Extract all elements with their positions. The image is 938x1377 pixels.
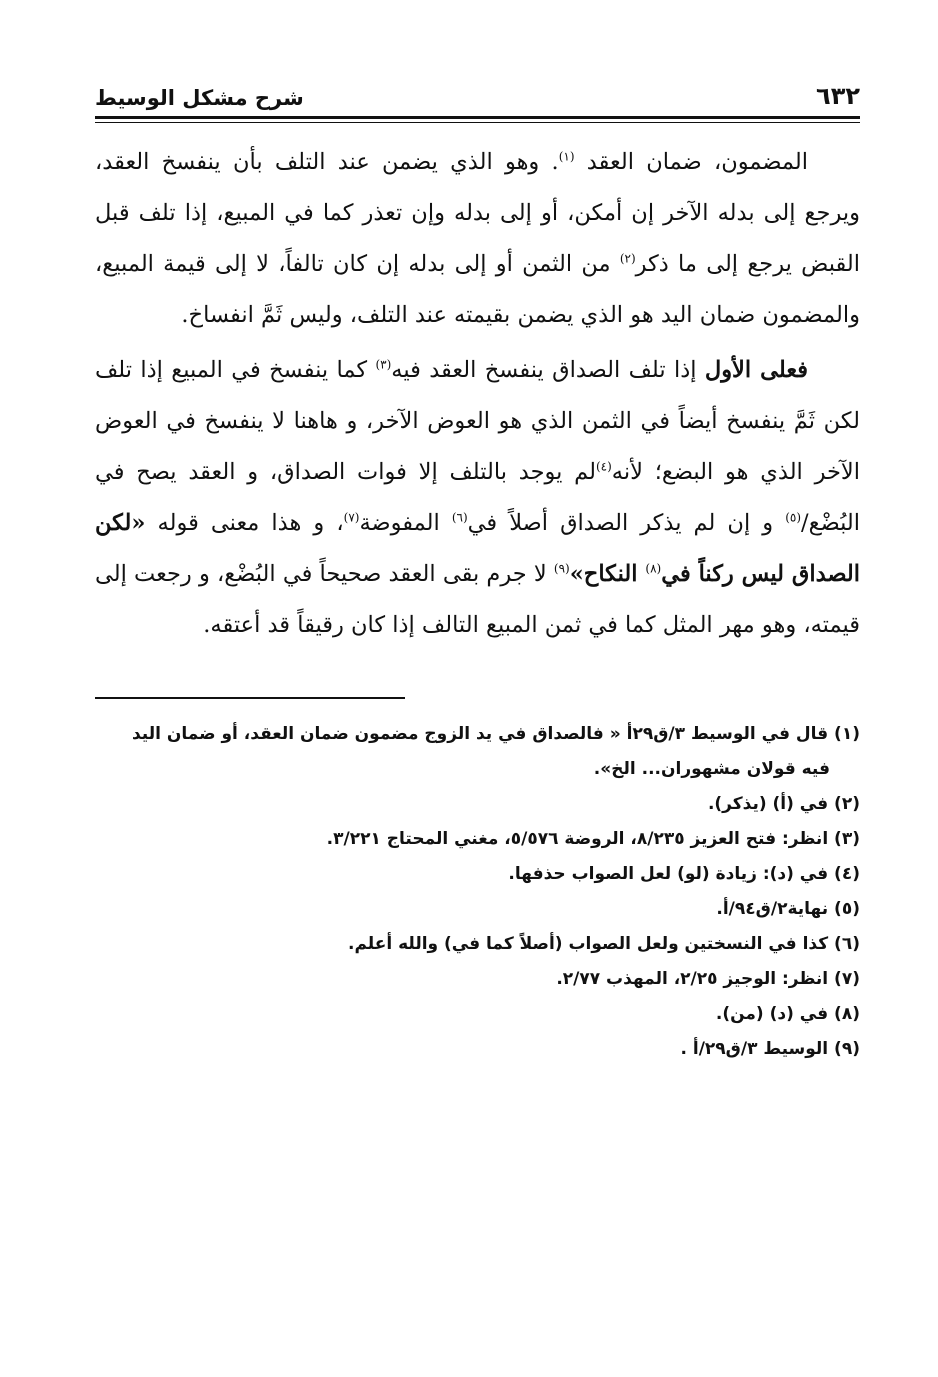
main-text — [95, 137, 860, 651]
text-segment: لا جرم بقى العقد صحيحاً في البُضْع، و رجعت إلى قيمته، وهو مهر المثل كما في ثمن المبيع التالف إذا كان رقيقاً قد أعتقه. — [95, 561, 860, 638]
footnote-text: (٣) انظر: فتح العزيز ٨/٢٣٥، الروضة ٥/٥٧٦، مغني المحتاج ٣/٢٢١. — [326, 828, 860, 849]
footnote-4 — [95, 857, 860, 892]
footnote-text: (٢) في (أ) (يذكر). — [707, 793, 860, 814]
footnote-text: (٨) في (د) (من). — [715, 1003, 860, 1024]
text-segment: كما ينفسخ في المبيع إذا تلف لكن ثَمَّ ينفسخ أيضاً في الثمن الذي هو العوض الآخر، و هاهنا لا ينفسخ في العوض الآخر الذي هو البضع؛ لأنه — [95, 357, 860, 485]
footnote-3 — [95, 822, 860, 857]
footnote-7 — [95, 962, 860, 997]
footnote-ref-4[interactable]: (٤) — [595, 459, 612, 474]
quoted-text: النكاح» — [569, 561, 646, 587]
text-segment: المفوضة — [359, 510, 452, 536]
footnote-text: (٦) كذا في النسختين ولعل الصواب (أصلاً كما في) والله أعلم. — [347, 933, 860, 954]
footnote-text: (١) قال في الوسيط ٣/ق٢٩أ « فالصداق في يد الزوج مضمون ضمان العقد، أو ضمان اليد — [131, 723, 860, 744]
text-segment: و إن لم يذكر الصداق أصلاً في — [467, 510, 786, 536]
footnote-text: (٧) انظر: الوجيز ٢/٢٥، المهذب ٢/٧٧. — [556, 968, 860, 989]
header-rule-thick — [95, 116, 860, 119]
footnote-ref-7[interactable]: (٧) — [343, 510, 360, 525]
paragraph-1 — [95, 137, 860, 341]
text-segment: لم يوجد بالتلف إلا فوات الصداق، و العقد يصح في البُضْع/ — [95, 459, 860, 536]
running-head — [95, 70, 860, 110]
text-segment: ، و هذا معنى قوله — [145, 510, 344, 536]
footnote-8 — [95, 997, 860, 1032]
text-segment: . وهو الذي يضمن عند التلف بأن ينفسخ العقد، ويرجع إلى بدله الآخر إن أمكن، أو إلى بدله وإن تعذر كما في المبيع، إذا تلف قبل القبض يرجع إلى ما ذكر — [95, 149, 860, 277]
footnote-ref-3[interactable]: (٣) — [375, 357, 392, 372]
footnote-ref-9[interactable]: (٩) — [553, 561, 570, 576]
footnote-1 — [95, 717, 860, 787]
footnote-continuation: فيه قولان مشهوران... الخ». — [593, 758, 830, 779]
footnote-ref-5[interactable]: (٥) — [785, 510, 802, 525]
quoted-text: «لكن الصداق ليس ركناً في — [95, 510, 861, 587]
footnote-separator — [95, 697, 405, 699]
paragraph-2 — [95, 345, 860, 651]
footnote-9 — [95, 1032, 860, 1067]
page-number: ٦٣٢ — [816, 82, 860, 110]
footnote-text: (٩) الوسيط ٣/ق٢٩/أ . — [680, 1038, 860, 1059]
footnote-text: (٤) في (د): زيادة (لو) لعل الصواب حذفها. — [508, 863, 860, 884]
footnote-ref-6[interactable]: (٦) — [451, 510, 468, 525]
page — [95, 70, 860, 1067]
book-title: شرح مشكل الوسيط — [95, 86, 304, 110]
footnote-6 — [95, 927, 860, 962]
text-segment: من الثمن أو إلى بدله إن كان تالفاً، لا إلى قيمة المبيع، والمضمون ضمان اليد هو الذي يضمن بقيمته عند التلف، وليس ثَمَّ انفساخ. — [95, 251, 860, 328]
footnote-text: (٥) نهاية٢/ق٩٤/أ. — [716, 898, 860, 919]
footnote-ref-8[interactable]: (٨) — [645, 561, 662, 576]
footnote-ref-1[interactable]: (١) — [558, 149, 575, 164]
footnote-ref-2[interactable]: (٢) — [619, 251, 636, 266]
footnote-5 — [95, 892, 860, 927]
paragraph-lead: فعلى الأول — [704, 357, 808, 383]
header-rule-thin — [95, 122, 860, 123]
text-segment: إذا تلف الصداق ينفسخ العقد فيه — [391, 357, 705, 383]
footnote-2 — [95, 787, 860, 822]
text-segment: المضمون، ضمان العقد — [574, 149, 808, 175]
footnotes — [95, 717, 860, 1067]
